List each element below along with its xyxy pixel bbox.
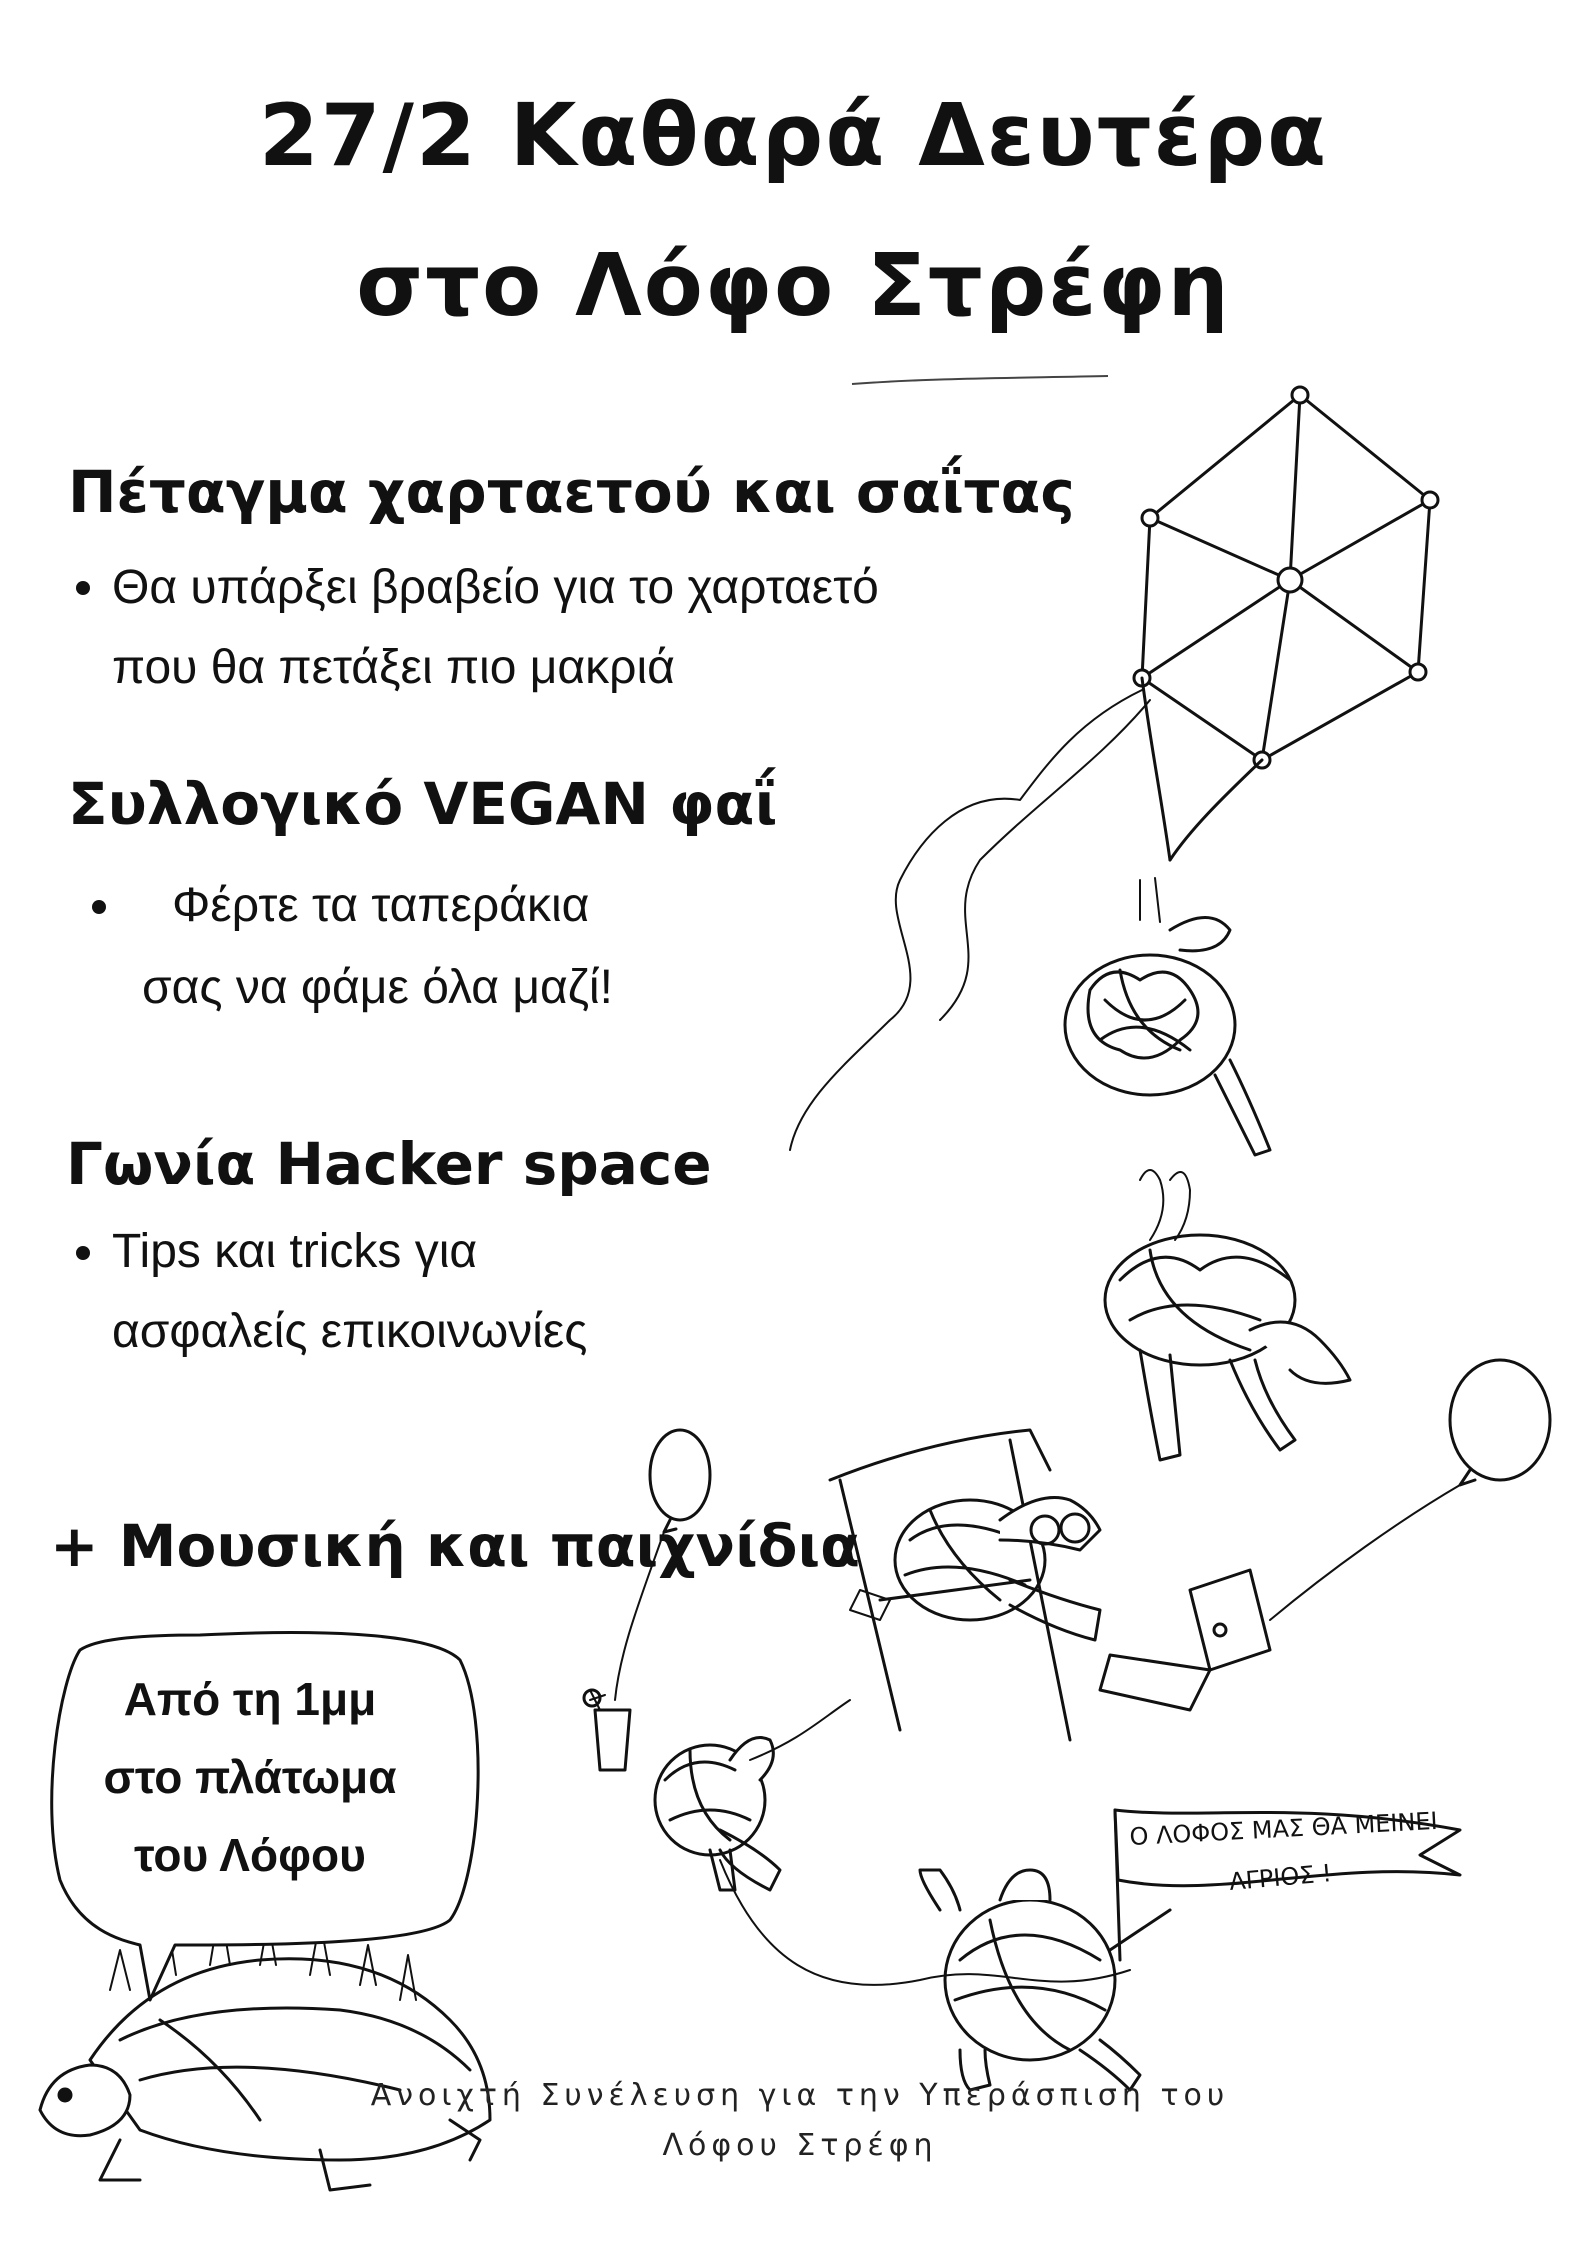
banner-text-line2: ΑΓΡΙΟΣ ! — [1228, 1859, 1333, 1896]
turtle-icon — [1105, 1170, 1350, 1460]
section-heading-hacker: Γωνία Hacker space — [66, 1130, 712, 1198]
turtle-icon — [655, 1700, 1130, 1985]
section-heading-kite: Πέταγμα χαρταετού και σαΐτας — [68, 458, 1075, 526]
section-food-line2: σας να φάμε όλα μαζί! — [142, 961, 613, 1014]
turtle-icon — [1065, 878, 1270, 1155]
bubble-line2: στο πλάτωμα — [103, 1751, 397, 1803]
section-hacker-line1: Tips και tricks για — [112, 1225, 478, 1278]
turtle-icon — [830, 1430, 1100, 1740]
footer-organizer-line1: Ανοιχτή Συνέλευση για την Υπεράσπιση του — [370, 2078, 1230, 2113]
section-heading-food: Συλλογικό VEGAN φαΐ — [68, 770, 777, 838]
footer-organizer-line2: Λόφου Στρέφη — [662, 2128, 938, 2163]
speech-bubble-text — [40, 1660, 460, 1894]
banner-text-line1: Ο ΛΟΦΟΣ ΜΑΣ ΘΑ ΜΕΙΝΕΙ — [1128, 1806, 1439, 1851]
balloon-icon — [1270, 1360, 1550, 1620]
section-hacker-line2: ασφαλείς επικοινωνίες — [112, 1305, 588, 1358]
kite-icon — [790, 387, 1438, 1150]
laptop-icon — [1100, 1570, 1270, 1710]
page-subtitle: στο Λόφο Στρέφη — [356, 236, 1231, 336]
page-title: 27/2 Καθαρά Δευτέρα — [258, 86, 1329, 186]
section-food-line1: Φέρτε τα ταπεράκια — [172, 879, 590, 932]
bubble-line1: Από τη 1μμ — [123, 1673, 377, 1725]
section-kite-line2: που θα πετάξει πιο μακριά — [112, 641, 675, 694]
bubble-line3: του Λόφου — [134, 1829, 366, 1881]
cocktail-icon — [584, 1690, 630, 1770]
music-games-heading: + Μουσική και παιχνίδια — [50, 1512, 860, 1580]
balloon-icon — [615, 1430, 710, 1700]
section-kite-line1: Θα υπάρξει βραβείο για το χαρταετό — [112, 561, 879, 614]
